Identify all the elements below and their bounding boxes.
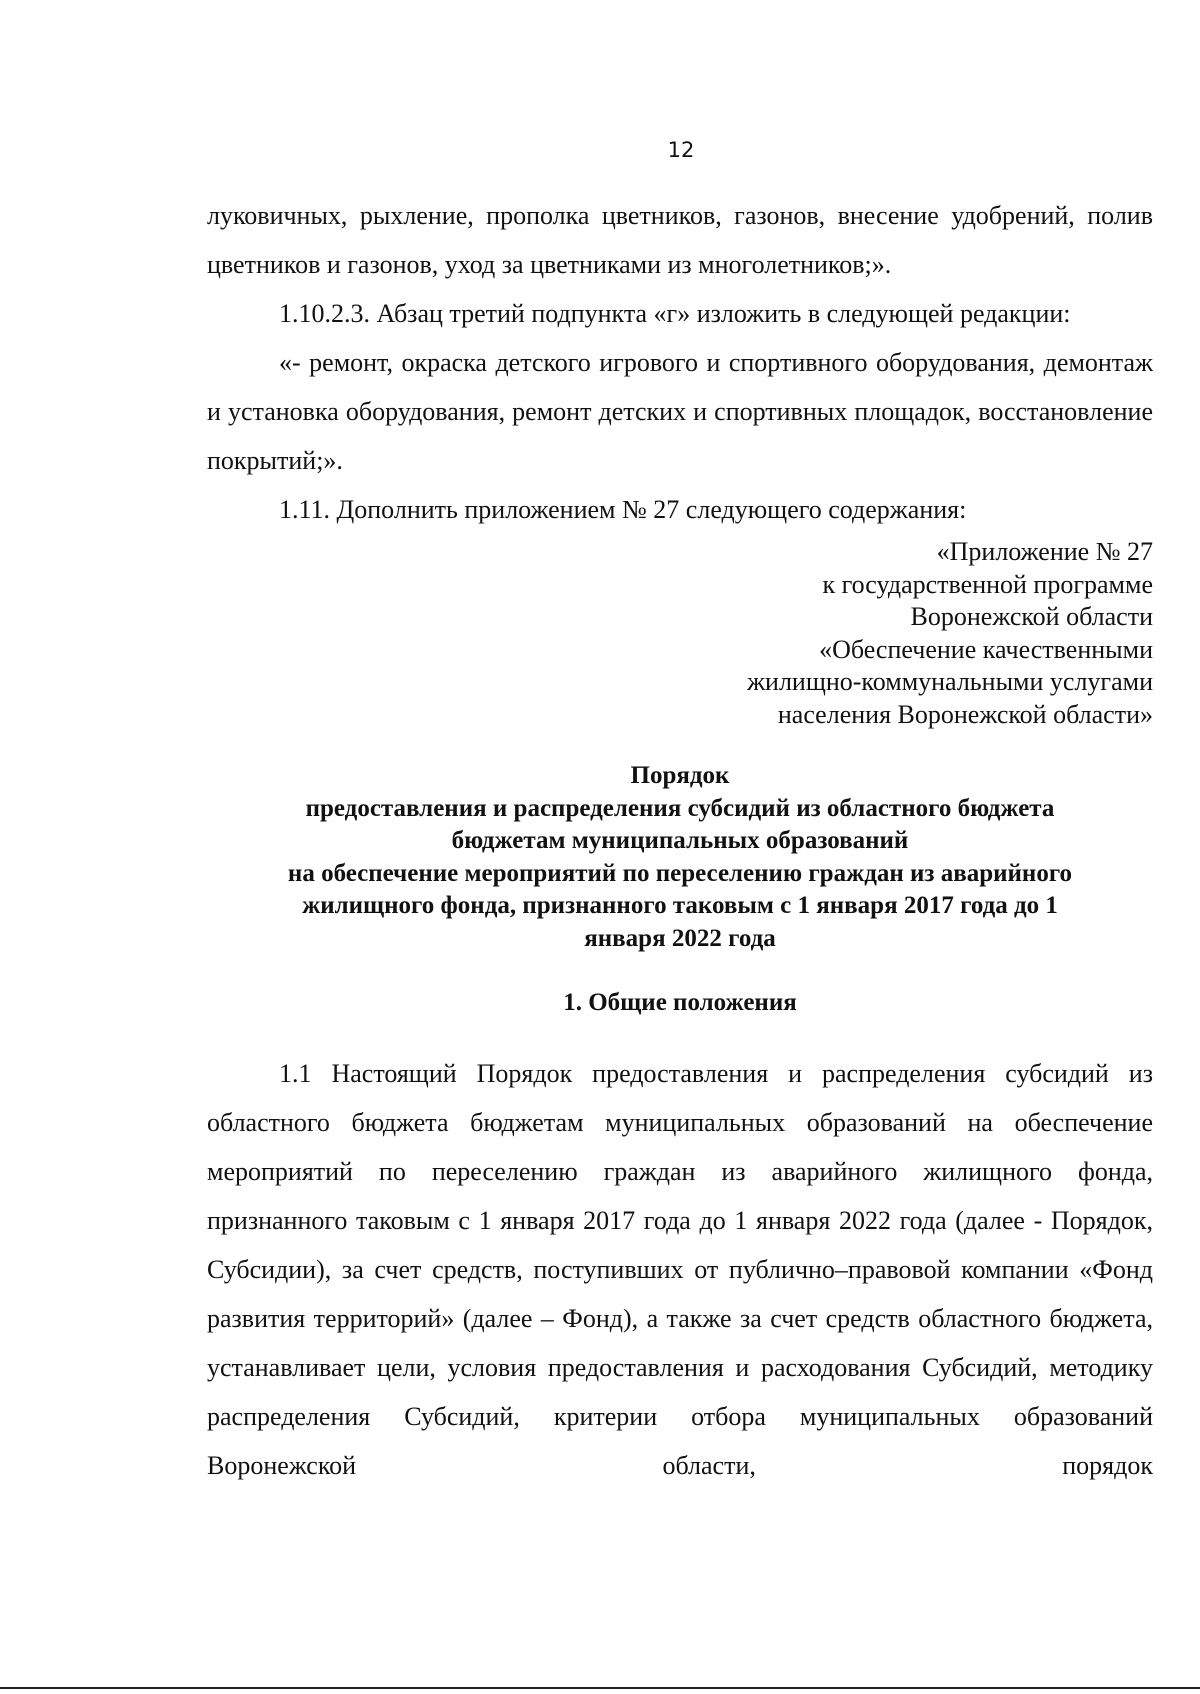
paragraph-amendment-1-10-2-3: 1.10.2.3. Абзац третий подпункта «г» изложить в следующей редакции: [279, 299, 1071, 328]
document-title [207, 760, 1153, 955]
paragraph-quoted-text: «- ремонт, окраска детского игрового и спортивного оборудования, демонтаж и установка оборудования, ремонт детских и спортивных площадок, восстановление покрытий;». [207, 348, 1153, 475]
bottom-rule [0, 1687, 1200, 1689]
attachment-line: «Обеспечение качественными [819, 634, 1153, 664]
attachment-line: Воронежской области [910, 602, 1153, 631]
section-heading: 1. Общие положения [563, 989, 797, 1016]
body-text-section-1 [207, 1049, 1153, 1490]
title-line: жилищного фонда, признанного таковым с 1 января 2017 года до 1 [302, 892, 1058, 919]
body-text-top [207, 191, 1153, 534]
attachment-line: «Приложение № 27 [936, 537, 1153, 566]
page-number: 12 [667, 138, 695, 162]
attachment-line: жилищно-коммунальными услугами [747, 667, 1153, 696]
title-line: января 2022 года [584, 924, 776, 952]
paragraph-1-1: 1.1 Настоящий Порядок предоставления и распределения субсидий из областного бюджета бюджетам муниципальных образований на обеспечение мероприятий по переселению граждан из аварийного жилищного фонда, признанного таковым с 1 января 2017 года до 1 января 2022 года (далее - Порядок, Субсидии), за счет средств, поступивших от публично–правовой компании «Фонд развития территорий» (далее – Фонд), а также за счет средств областного бюджета, устанавливает цели, условия предоставления и расходования Субсидий, методику распределения Субсидий, критерии отбора муниципальных образований Воронежской области, порядок [207, 1059, 1153, 1480]
paragraph-amendment-1-11: 1.11. Дополнить приложением № 27 следующего содержания: [279, 495, 967, 524]
paragraph-continuation: луковичных, рыхление, прополка цветников, газонов, внесение удобрений, полив цветников и газонов, уход за цветниками из многолетников;». [207, 201, 1153, 279]
title-line: на обеспечение мероприятий по переселению граждан из аварийного [287, 859, 1073, 887]
attachment-line: к государственной программе [822, 569, 1153, 599]
title-line: бюджетам муниципальных образований [451, 827, 909, 854]
title-line: Порядок [630, 762, 730, 789]
attachment-line: населения Воронежской области» [777, 699, 1153, 729]
attachment-reference [600, 536, 1153, 731]
title-line: предоставления и распределения субсидий из областного бюджета [305, 794, 1055, 822]
